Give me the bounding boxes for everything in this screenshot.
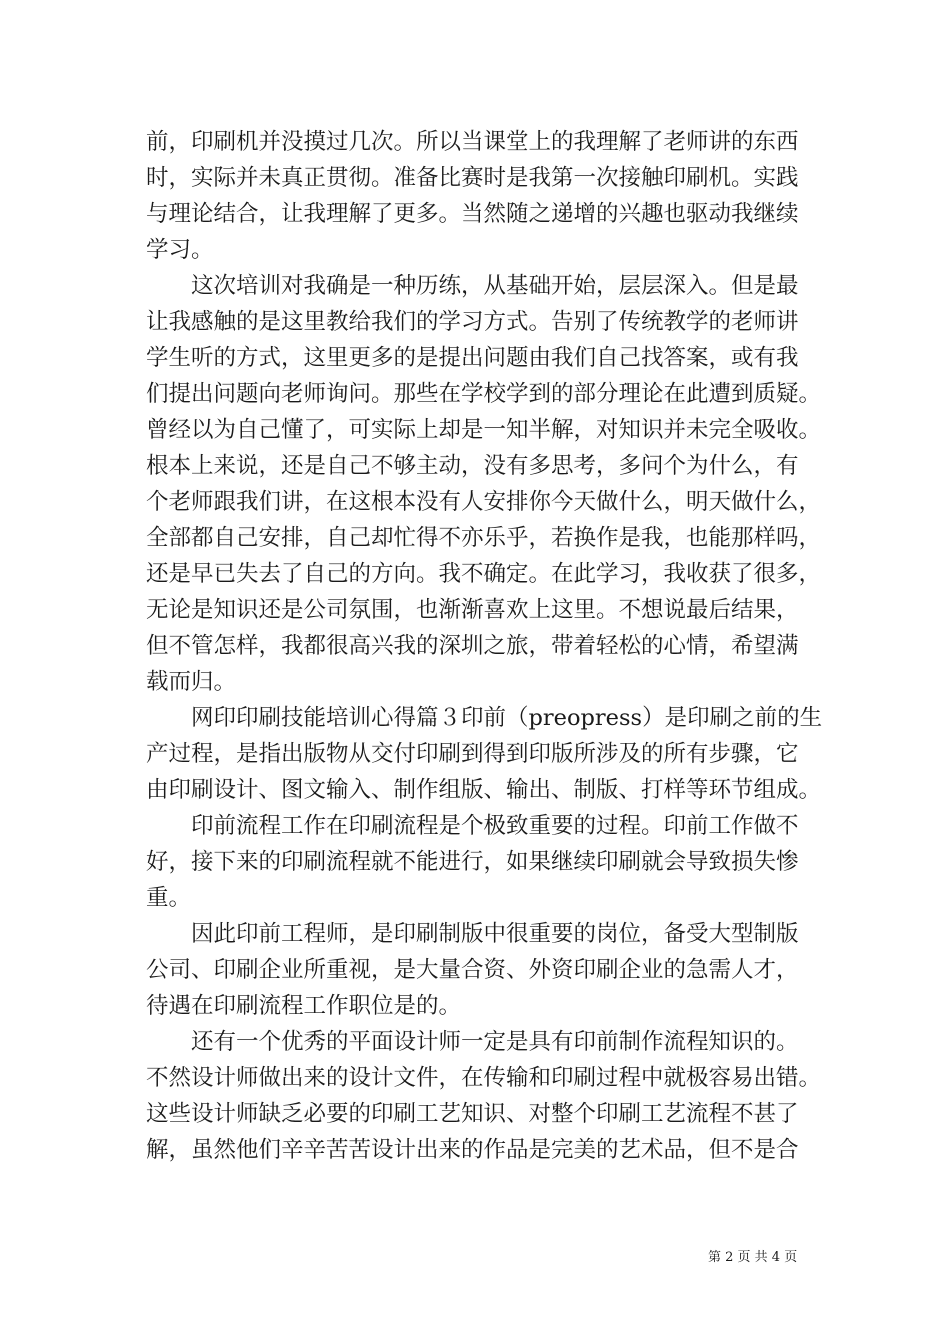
text-line: 学习。 (146, 237, 214, 263)
text-line: 无论是知识还是公司氛围，也渐渐喜欢上这里。不想说最后结果， (146, 597, 799, 623)
text-line: 根本上来说，还是自己不够主动，没有多思考，多问个为什么，有 (146, 453, 799, 479)
text-line: 产过程，是指出版物从交付印刷到得到印版所涉及的所有步骤，它 (146, 741, 799, 767)
text-line: 但不管怎样，我都很高兴我的深圳之旅，带着轻松的心情，希望满 (146, 633, 799, 659)
text-line: 网印印刷技能培训心得篇３印前（preopress）是印刷之前的生 (146, 705, 823, 731)
text-line: 因此印前工程师，是印刷制版中很重要的岗位，备受大型制版 (146, 921, 799, 947)
text-line: 印前流程工作在印刷流程是个极致重要的过程。印前工作做不 (146, 813, 799, 839)
text-line: 解，虽然他们辛辛苦苦设计出来的作品是完美的艺术品，但不是合 (146, 1137, 799, 1163)
text-line: 好，接下来的印刷流程就不能进行，如果继续印刷就会导致损失惨 (146, 849, 799, 875)
text-line: 们提出问题向老师询问。那些在学校学到的部分理论在此遭到质疑。 (146, 381, 822, 407)
text-line: 让我感触的是这里教给我们的学习方式。告别了传统教学的老师讲 (146, 309, 799, 335)
text-line: 由印刷设计、图文输入、制作组版、输出、制版、打样等环节组成。 (146, 777, 822, 803)
text-line: 待遇在印刷流程工作职位是的。 (146, 993, 462, 1019)
text-line: 还有一个优秀的平面设计师一定是具有印前制作流程知识的。 (146, 1029, 799, 1055)
text-line: 不然设计师做出来的设计文件，在传输和印刷过程中就极容易出错。 (146, 1065, 822, 1091)
text-line: 全部都自己安排，自己却忙得不亦乐乎，若换作是我，也能那样吗， (146, 525, 822, 551)
text-line: 前，印刷机并没摸过几次。所以当课堂上的我理解了老师讲的东西 (146, 129, 799, 155)
text-line: 学生听的方式，这里更多的是提出问题由我们自己找答案，或有我 (146, 345, 799, 371)
text-line: 载而归。 (146, 669, 237, 695)
text-line: 重。 (146, 885, 192, 911)
text-line: 这次培训对我确是一种历练，从基础开始，层层深入。但是最 (146, 273, 799, 299)
text-line: 与理论结合，让我理解了更多。当然随之递增的兴趣也驱动我继续 (146, 201, 799, 227)
text-line: 曾经以为自己懂了，可实际上却是一知半解，对知识并未完全吸收。 (146, 417, 822, 443)
text-line: 还是早已失去了自己的方向。我不确定。在此学习，我收获了很多， (146, 561, 822, 587)
text-line: 时，实际并未真正贯彻。准备比赛时是我第一次接触印刷机。实践 (146, 165, 799, 191)
text-line: 这些设计师缺乏必要的印刷工艺知识、对整个印刷工艺流程不甚了 (146, 1101, 799, 1127)
text-line: 个老师跟我们讲，在这根本没有人安排你今天做什么，明天做什么， (146, 489, 822, 515)
text-line: 公司、印刷企业所重视，是大量合资、外资印刷企业的急需人才， (146, 957, 799, 983)
page-number: 第 2 页 共 4 页 (708, 1250, 798, 1265)
